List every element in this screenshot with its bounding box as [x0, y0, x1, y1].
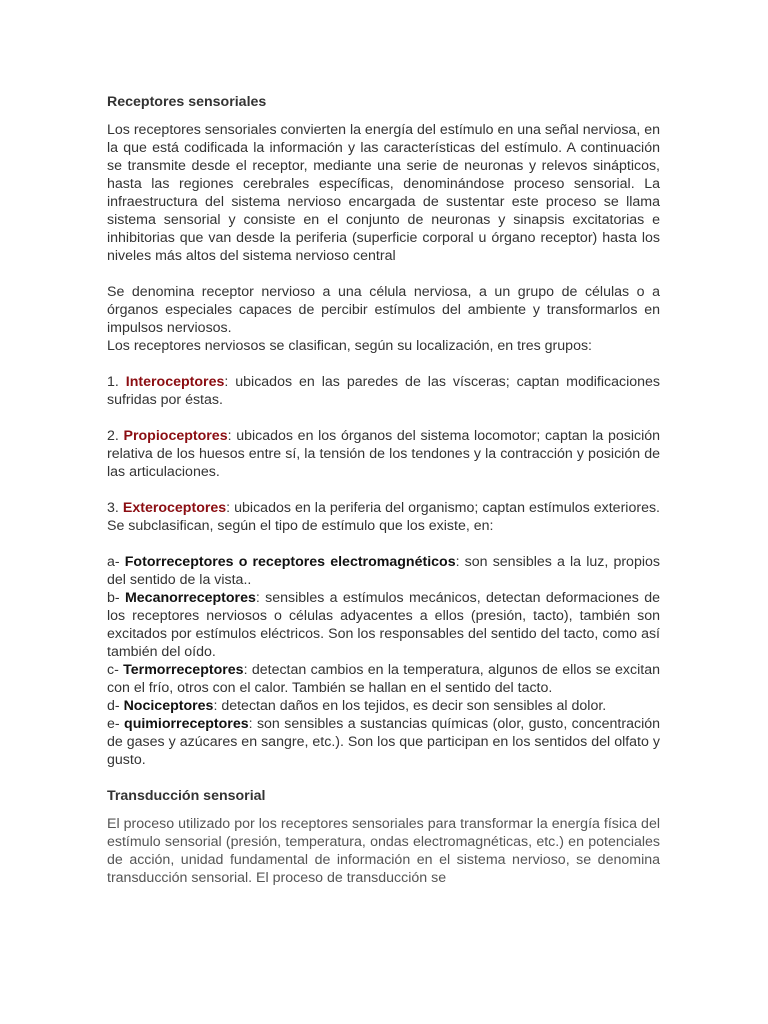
classification-paragraph: Los receptores nerviosos se clasifican, según su localización, en tres grupos: — [107, 338, 592, 354]
group-item-propioceptores — [107, 427, 660, 481]
subtype-term: Termorreceptores — [123, 662, 244, 678]
document-page — [107, 93, 660, 887]
group-number: 2. — [107, 428, 124, 444]
transduction-paragraph: El proceso utilizado por los receptores sensoriales para transformar la energía física del estímulo sensorial (presión, temperatura, ondas electromagnéticas, etc.) en potenciales de acción, unidad fundamental de información en el sistema nervioso, se denomina transducción sensorial. El proceso de transducción se — [107, 816, 660, 886]
subtype-text: : detectan daños en los tejidos, es decir son sensibles al dolor. — [213, 698, 607, 714]
group-number: 1. — [107, 374, 126, 390]
group-text: : ubicados en las paredes de las vísceras; captan modificaciones sufridas por éstas. — [107, 374, 661, 408]
subtype-prefix: c- — [107, 662, 124, 678]
definition-paragraph: Se denomina receptor nervioso a una célula nerviosa, a un grupo de células o a órganos especiales capaces de percibir estímulos del ambiente y transformarlos en impulsos nerviosos. — [107, 284, 660, 336]
group-term: Interoceptores — [125, 374, 225, 390]
subtype-term: Nociceptores — [123, 698, 214, 714]
group-term: Propioceptores — [123, 428, 228, 444]
subtype-item-nociceptores — [107, 697, 660, 715]
subtype-text: : son sensibles a la luz, propios del sentido de la vista.. — [107, 554, 660, 588]
group-number: 3. — [107, 500, 123, 516]
subtype-item-quimiorreceptores — [107, 715, 660, 769]
subtype-prefix: e- — [107, 716, 125, 732]
subtype-prefix: a- — [107, 554, 125, 570]
group-term: Exteroceptores — [122, 500, 227, 516]
subtype-text: : detectan cambios en la temperatura, algunos de ellos se excitan con el frío, otros con el calor. También se hallan en el sentido del tacto. — [107, 662, 660, 696]
subtype-text: : sensibles a estímulos mecánicos, detectan deformaciones de los receptores nerviosos o células adyacentes a ellos (presión, tacto), también son excitados por estímulos eléctricos. Son los responsables del sentido del tacto, como así también del oído. — [107, 590, 660, 660]
subtype-item-fotorreceptores — [107, 553, 660, 589]
subtype-prefix: b- — [107, 590, 125, 606]
subtype-text: : son sensibles a sustancias químicas (olor, gusto, concentración de gases y azúcares en sangre, etc.). Son los que participan en los sentidos del olfato y gusto. — [107, 716, 660, 768]
subtype-term: quimiorreceptores — [124, 716, 249, 732]
section-heading-transduccion: Transducción sensorial — [107, 788, 266, 804]
section-heading-receptores: Receptores sensoriales — [107, 94, 267, 110]
group-text: : ubicados en los órganos del sistema locomotor; captan la posición relativa de los huesos entre sí, la tensión de los tendones y la contracción y posición de las articulaciones. — [107, 428, 661, 480]
intro-paragraph: Los receptores sensoriales convierten la energía del estímulo en una señal nerviosa, en la que está codificada la información y las características del estímulo. A continuación se transmite desde el receptor, mediante una serie de neuronas y relevos sinápticos, hasta las regiones cerebrales específicas, denominándose proceso sensorial. La infraestructura del sistema nervioso encargada de sustentar este proceso se llama sistema sensorial y consiste en el conjunto de neuronas y sinapsis excitatorias e inhibitorias que van desde la periferia (superficie corporal u órgano receptor) hasta los niveles más altos del sistema nervioso central — [107, 122, 660, 264]
group-item-interoceptores — [107, 373, 660, 409]
subtype-term: Mecanorreceptores — [124, 590, 256, 606]
subtype-prefix: d- — [107, 698, 124, 714]
group-item-exteroceptores — [107, 499, 660, 535]
subtype-term: Fotorreceptores o receptores electromagnéticos — [124, 554, 456, 570]
subtype-item-mecanorreceptores — [107, 589, 660, 661]
subtype-item-termorreceptores — [107, 661, 660, 697]
group-text: : ubicados en la periferia del organismo; captan estímulos exteriores. Se subclasifican, según el tipo de estímulo que los existe, en: — [107, 500, 660, 534]
